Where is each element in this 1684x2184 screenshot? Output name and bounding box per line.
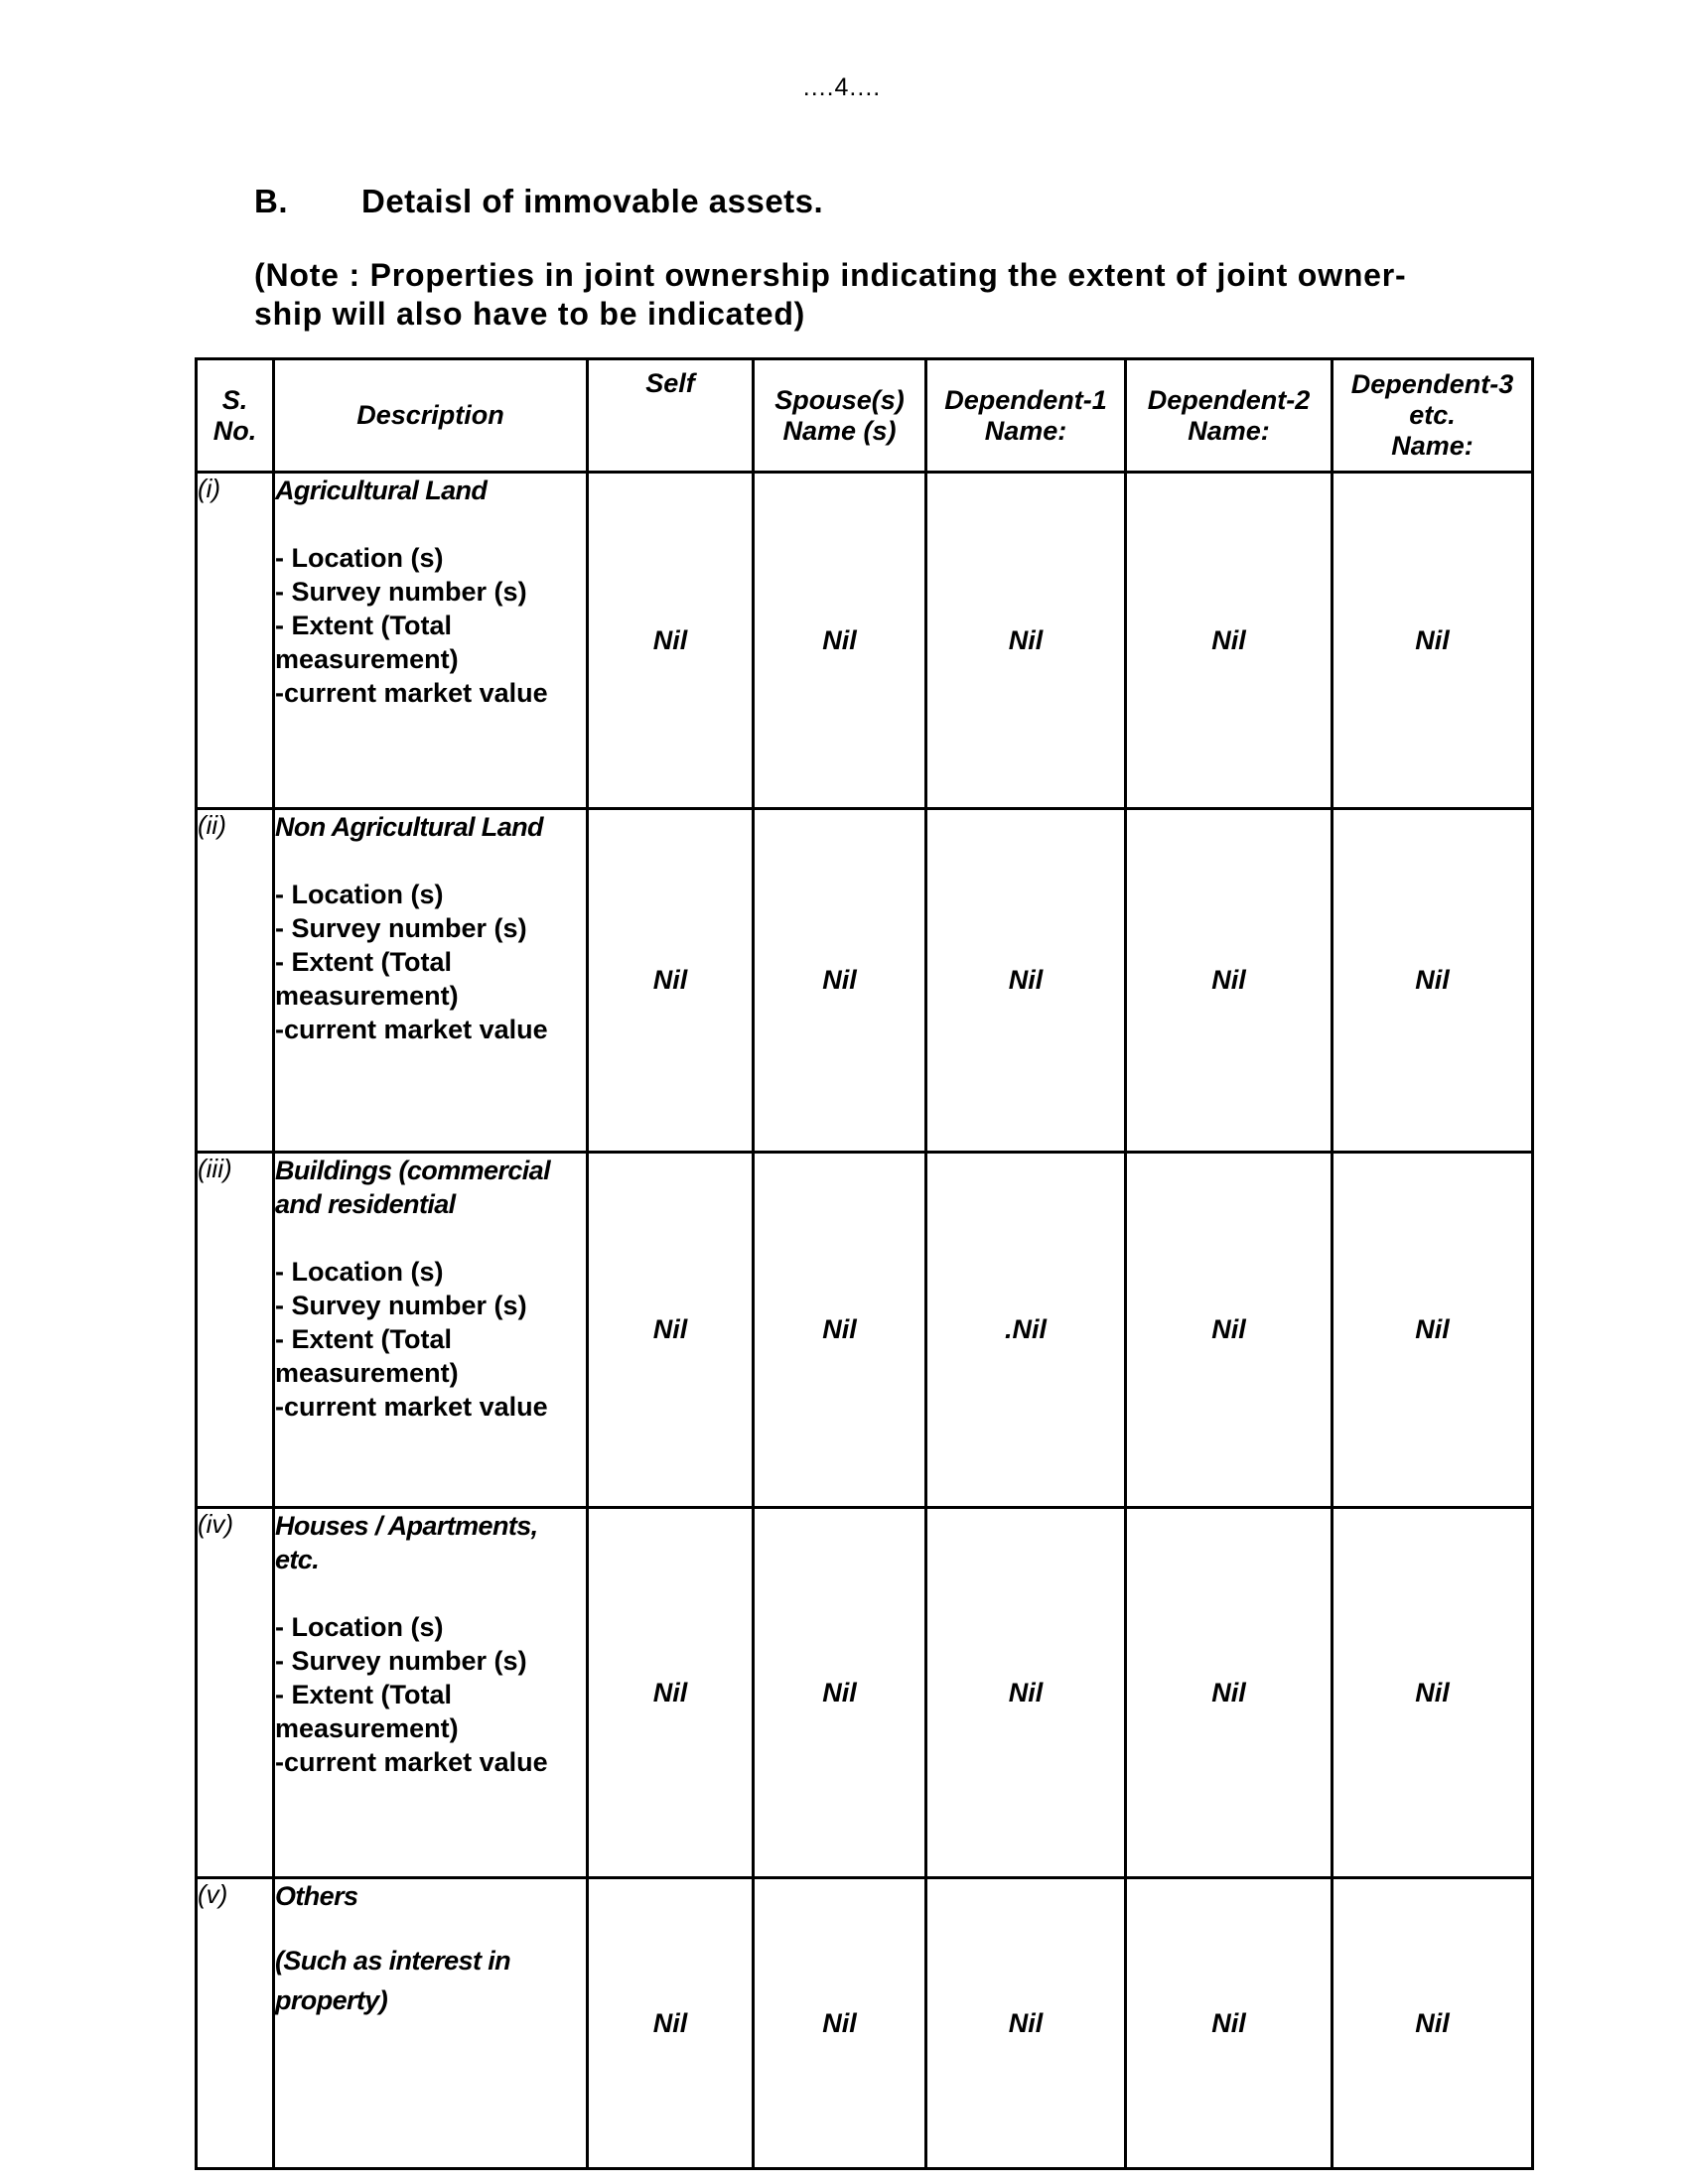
table-row [197,1508,1533,1878]
value-spouse: Nil [754,1878,926,2169]
value-self: Nil [588,1153,754,1508]
header-self: Self [588,359,754,473]
row-sno: (ii) [197,809,274,1153]
value-spouse: Nil [754,473,926,809]
section-heading [254,183,823,220]
value-spouse: Nil [754,1508,926,1878]
row-items: - Location (s) - Survey number (s) - Extent (Total measurement) -current market value [275,543,548,708]
row-description [274,473,588,809]
header-spouse: Spouse(s) Name (s) [754,359,926,473]
value-dependent-3: Nil [1333,809,1533,1153]
value-dependent-1: Nil [926,1878,1126,2169]
row-sno: (iv) [197,1508,274,1878]
value-spouse: Nil [754,809,926,1153]
row-title: etc. [275,1545,320,1574]
note-line: (Note : Properties in joint ownership indicating the extent of joint owner- [254,257,1407,293]
value-dependent-2: Nil [1126,1508,1333,1878]
table-row [197,1153,1533,1508]
row-title: Others [275,1881,358,1911]
value-self: Nil [588,1878,754,2169]
header-dependent-2: Dependent-2 Name: [1126,359,1333,473]
row-description [274,1508,588,1878]
value-self: Nil [588,1508,754,1878]
table-row [197,473,1533,809]
value-dependent-1: .Nil [926,1153,1126,1508]
row-title: Agricultural Land [275,476,488,505]
value-self: Nil [588,809,754,1153]
row-sno: (v) [197,1878,274,2169]
header-description: Description [274,359,588,473]
row-description [274,1153,588,1508]
ownership-note [254,256,1505,334]
row-title: Non Agricultural Land [275,812,543,842]
row-description [274,809,588,1153]
value-dependent-1: Nil [926,473,1126,809]
row-items: - Location (s) - Survey number (s) - Extent (Total measurement) -current market value [275,1257,548,1422]
value-dependent-3: Nil [1333,473,1533,809]
row-description [274,1878,588,2169]
page-number: ....4.... [802,73,882,101]
row-title: Buildings (commercial [275,1156,550,1185]
value-dependent-3: Nil [1333,1153,1533,1508]
value-dependent-2: Nil [1126,1153,1333,1508]
row-items: - Location (s) - Survey number (s) - Extent (Total measurement) -current market value [275,1612,548,1777]
section-title: Detaisl of immovable assets. [361,183,824,219]
note-line: ship will also have to be indicated) [254,296,806,332]
immovable-assets-table [195,357,1534,2170]
table-row [197,1878,1533,2169]
value-dependent-1: Nil [926,809,1126,1153]
value-spouse: Nil [754,1153,926,1508]
header-sno: S. No. [197,359,274,473]
value-dependent-2: Nil [1126,473,1333,809]
header-dependent-3: Dependent-3 etc. Name: [1333,359,1533,473]
value-dependent-3: Nil [1333,1878,1533,2169]
value-dependent-2: Nil [1126,1878,1333,2169]
row-sno: (i) [197,473,274,809]
header-dependent-1: Dependent-1 Name: [926,359,1126,473]
row-subtitle: (Such as interest in property) [275,1946,511,2015]
row-title: and residential [275,1189,456,1219]
value-self: Nil [588,473,754,809]
section-letter: B. [254,183,288,219]
value-dependent-1: Nil [926,1508,1126,1878]
row-items: - Location (s) - Survey number (s) - Extent (Total measurement) -current market value [275,880,548,1044]
row-sno: (iii) [197,1153,274,1508]
table-header-row [197,359,1533,473]
value-dependent-2: Nil [1126,809,1333,1153]
table-row [197,809,1533,1153]
row-title: Houses / Apartments, [275,1511,538,1541]
value-dependent-3: Nil [1333,1508,1533,1878]
